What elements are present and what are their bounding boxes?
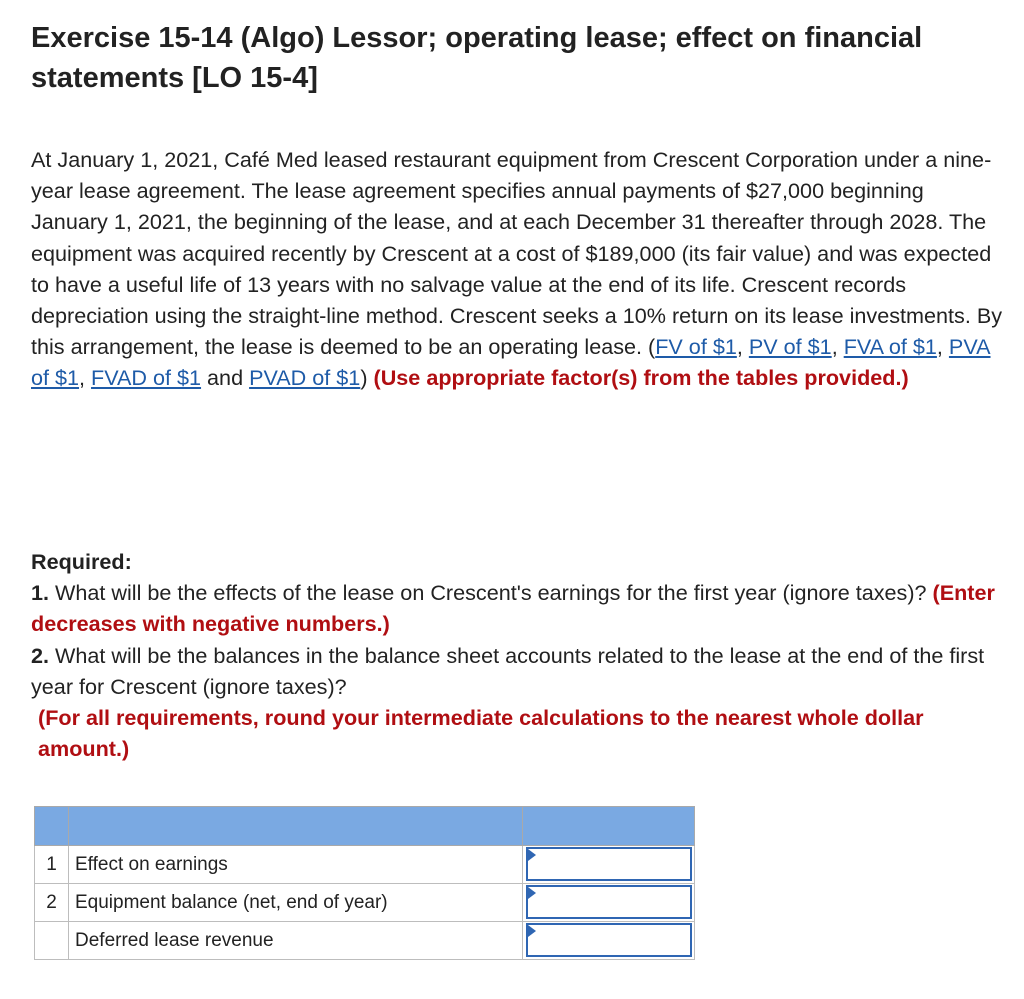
row-label-deferred-lease-revenue: Deferred lease revenue: [69, 922, 523, 960]
equipment-balance-input[interactable]: [528, 887, 690, 917]
row-number: 2: [35, 884, 69, 922]
separator: and: [201, 365, 250, 391]
separator: ,: [736, 334, 749, 360]
separator: ,: [936, 334, 949, 360]
row-label-effect-on-earnings: Effect on earnings: [69, 846, 523, 884]
question-1-number: 1.: [31, 580, 50, 606]
fv-table-link[interactable]: FV of $1: [655, 334, 737, 360]
pva-table-link[interactable]: PVA of $1: [31, 334, 991, 391]
table-header-row: [35, 807, 695, 846]
required-heading: Required:: [31, 549, 132, 574]
header-cell: [69, 807, 523, 846]
question-2-number: 2.: [31, 642, 50, 668]
question-1: [31, 577, 1006, 639]
input-cell: [523, 884, 695, 922]
separator: ,: [831, 334, 844, 360]
deferred-lease-revenue-input[interactable]: [528, 925, 690, 955]
question-2-text: What will be the balances in the balance sheet accounts related to the lease at the end of the first year for Crescent (ignore taxes)?: [31, 642, 985, 699]
pv-table-link[interactable]: PV of $1: [748, 334, 832, 360]
row-number: 1: [35, 846, 69, 884]
header-cell: [35, 807, 69, 846]
required-section: [31, 546, 1006, 764]
question-1-text: What will be the effects of the lease on Crescent's earnings for the first year (ignore taxes)?: [55, 580, 927, 606]
input-cell: [523, 846, 695, 884]
equipment-balance-field: [526, 885, 692, 919]
answer-table: [34, 806, 695, 960]
input-cell: [523, 922, 695, 960]
row-label-equipment-balance: Equipment balance (net, end of year): [69, 884, 523, 922]
instruction-note: (Use appropriate factor(s) from the tables provided.): [373, 365, 909, 391]
rounding-note: (For all requirements, round your intermediate calculations to the nearest whole dollar amount.): [38, 705, 924, 762]
question-2: [31, 640, 1006, 702]
header-cell: [523, 807, 695, 846]
table-row: [35, 846, 695, 884]
row-number: [35, 922, 69, 960]
exercise-title: Exercise 15-14 (Algo) Lessor; operating lease; effect on financial statements [LO 15-4]: [31, 22, 923, 94]
separator: ): [360, 365, 368, 391]
effect-on-earnings-field: [526, 847, 692, 881]
effect-on-earnings-input[interactable]: [528, 849, 690, 879]
input-marker-icon: [528, 849, 536, 861]
input-marker-icon: [528, 887, 536, 899]
separator: ,: [79, 365, 92, 391]
problem-statement: [31, 144, 1006, 394]
question-1-note: (Enter decreases with negative numbers.): [31, 580, 995, 637]
problem-text: At January 1, 2021, Café Med leased restaurant equipment from Crescent Corporation under a nine-year lease agreement. The lease agreement specifies annual payments of $27,000 beginning January 1, 2021, the beginning of the lease, and at each December 31 thereafter through 2028. The equipment was acquired recently by Crescent at a cost of $189,000 (its fair value) and was expected to have a useful life of 13 years with no salvage value at the end of its life. Crescent records depreciation using the straight-line method. Crescent seeks a 10% return on its lease investments. By this arrangement, the lease is deemed to be an operating lease. (: [31, 147, 1003, 360]
deferred-lease-revenue-field: [526, 923, 692, 957]
table-row: [35, 922, 695, 960]
input-marker-icon: [528, 925, 536, 937]
fva-table-link[interactable]: FVA of $1: [843, 334, 937, 360]
pvad-table-link[interactable]: PVAD of $1: [249, 365, 361, 391]
fvad-table-link[interactable]: FVAD of $1: [91, 365, 202, 391]
table-row: [35, 884, 695, 922]
